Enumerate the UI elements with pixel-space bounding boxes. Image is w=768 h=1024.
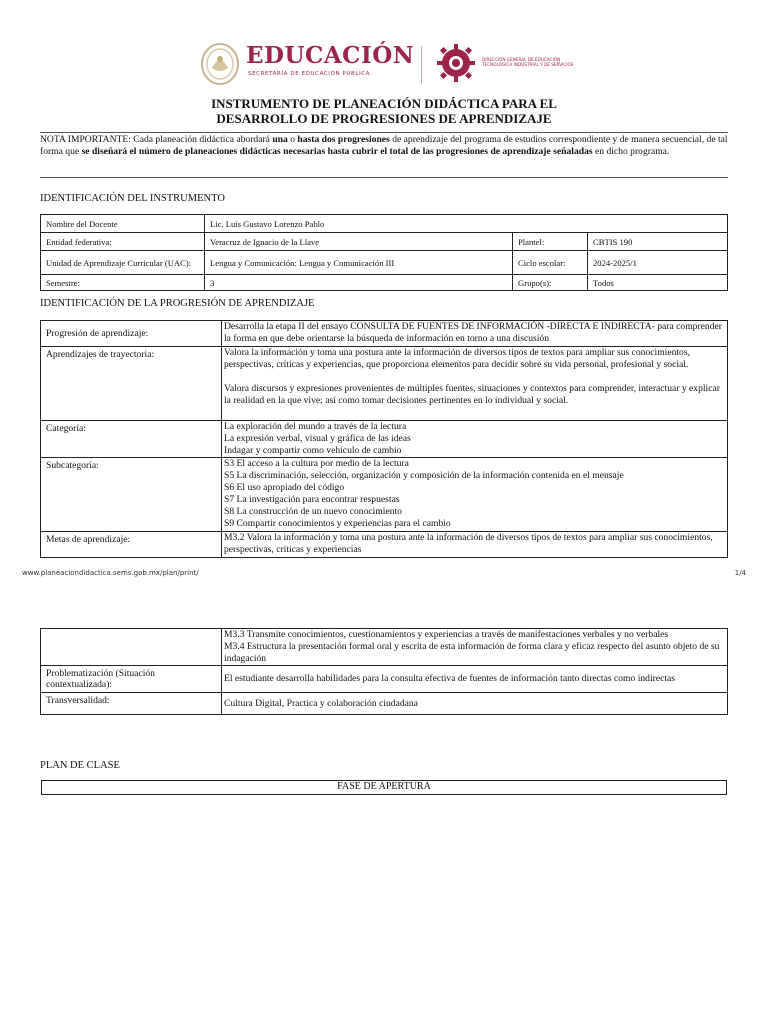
problematizacion-value: El estudiante desarrolla habilidades para la consulta efectiva de fuentes de información tanto directas como indirectas [222,666,728,693]
ciclo-value: 2024-2025/1 [588,251,728,275]
divider-note [40,177,728,178]
important-note [40,134,730,157]
dgeti-line-2: TECNOLÓGICA INDUSTRIAL Y DE SERVICIOS [482,62,574,68]
trayectoria-label: Aprendizajes de trayectoria: [41,347,222,421]
table-row [41,421,728,458]
note-part-1: NOTA IMPORTANTE: [40,134,131,145]
trayectoria-paragraph-2: Valora discursos y expresiones provenientes de múltiples fuentes, situaciones y contextos para comprender, interactuar y explicar la realidad en la que vive; así como tomar decisiones pertinentes en lo individual y social. [224,383,720,406]
progression-table [40,320,728,558]
metas-item-4: M3.4 Estructura la presentación formal oral y escrita de esta información de forma clara y eficaz respecto del asunto objeto de su indagación [224,641,720,664]
dgeti-text [482,57,582,67]
section-title-identificacion: IDENTIFICACIÓN DEL INSTRUMENTO [40,193,225,204]
educacion-wordmark: EDUCACIÓN [246,42,415,69]
plan-de-clase-label: PLAN DE CLASE [40,760,120,771]
semestre-value: 3 [205,275,513,291]
metas-value: M3.2 Valora la información y toma una postura ante la información de diversos tipos de textos para ampliar sus conocimientos, perspectivas, críticas y experiencias [222,532,728,558]
problematizacion-label: Problematización (Situación contextualizada): [41,666,222,693]
logo-divider [421,46,422,84]
table-row [41,275,728,291]
mexico-seal-icon [200,42,240,86]
grupo-label: Grupo(s): [513,275,588,291]
table-row [41,532,728,558]
trayectoria-paragraph-1: Valora la información y toma una postura ante la información de diversos tipos de textos para ampliar sus conocimientos, perspectivas, críticas y experiencias, que proporciona elementos para decidir sobre su vida personal, profesional y social. [224,347,690,370]
title-line-1: INSTRUMENTO DE PLANEACIÓN DIDÁCTICA PARA EL [211,96,557,111]
document-title [0,96,768,126]
list-item: Indagar y compartir como vehículo de cambio [224,445,402,456]
note-part-2: Cada planeación didáctica abordará [130,134,273,145]
semestre-label: Semestre: [41,275,205,291]
list-item: S8 La construcción de un nuevo conocimiento [224,506,402,517]
list-item: S9 Compartir conocimientos y experiencias para el cambio [224,518,451,529]
metas-item-3: M3.3 Transmite conocimientos, cuestionamientos y experiencias a través de manifestaciones verbales y no verbales [224,629,669,640]
table-row [41,666,728,693]
metas-continued-label [41,629,222,666]
note-part-5: en dicho programa. [592,145,670,157]
fase-apertura-header: FASE DE APERTURA [41,780,727,795]
progresion-value: Desarrolla la etapa II del ensayo CONSULTA DE FUENTES DE INFORMACIÓN -DIRECTA E INDIRECTA- para comprender la forma en que debe orientarse la búsqueda de información en torno a una discusión [222,321,728,347]
note-bold-3: se diseñará el número de planeaciones didácticas necesarias hasta cubrir el total de las progresiones de aprendizaje señaladas [81,145,593,157]
metas-label: Metas de aprendizaje: [41,532,222,558]
sep-subtitle: SECRETARÍA DE EDUCACIÓN PÚBLICA [248,71,371,77]
title-line-2: DESARROLLO DE PROGRESIONES DE APRENDIZAJE [216,111,552,126]
table-row [41,233,728,251]
paragraph-spacer [224,371,725,383]
table-row [41,321,728,347]
uac-value: Lengua y Comunicación: Lengua y Comunicación III [205,251,513,275]
plantel-label: Plantel: [513,233,588,251]
identification-table [40,214,728,291]
table-row [41,251,728,275]
section-title-progresion: IDENTIFICACIÓN DE LA PROGRESIÓN DE APRENDIZAJE [40,298,315,309]
list-item: S6 El uso apropiado del código [224,482,345,493]
grupo-value: Todos [588,275,728,291]
footer-url: www.planeaciondidactica.sems.gob.mx/plan/print/ [22,569,199,577]
list-item: S3 El acceso a la cultura por medio de la lectura [224,458,409,469]
note-part-3: o [287,134,298,145]
list-item: S7 La investigación para encontrar respuestas [224,494,400,505]
table-row [41,458,728,532]
list-item: La exploración del mundo a través de la lectura [224,421,407,432]
note-part-4: de aprendizaje del programa de estudios correspondiente y de manera secuencial, de tal forma que [40,134,728,157]
transversalidad-label: Transversalidad: [41,693,222,715]
divider-top [40,132,728,133]
categoria-value [222,421,728,458]
transversalidad-value: Cultura Digital, Practica y colaboración ciudadana [222,693,728,715]
dgeti-gear-icon [436,43,476,83]
continuation-table [40,628,728,715]
docente-label: Nombre del Docente [41,215,205,233]
categoria-label: Categoría: [41,421,222,458]
list-item: La expresión verbal, visual y gráfica de las ideas [224,433,411,444]
uac-label: Unidad de Aprendizaje Curricular (UAC): [41,251,205,275]
ciclo-label: Ciclo escolar: [513,251,588,275]
trayectoria-value [222,347,728,421]
note-bold-1: una [272,134,288,145]
header-logos [196,40,576,88]
docente-value: Lic. Luis Gustavo Lorenzo Pablo [205,215,728,233]
table-row [41,347,728,421]
note-bold-2: hasta dos progresiones [297,134,390,145]
table-row [41,215,728,233]
plantel-value: CBTIS 190 [588,233,728,251]
dgeti-line-1: DIRECCIÓN GENERAL DE EDUCACIÓN [482,57,561,62]
metas-continued-value [222,629,728,666]
subcategoria-label: Subcategoría: [41,458,222,532]
progresion-label: Progresión de aprendizaje: [41,321,222,347]
table-row [41,693,728,715]
list-item: S5 La discriminación, selección, organización y composición de la información contenida en el mensaje [224,470,624,481]
footer-page-number: 1/4 [734,569,746,577]
table-row [41,629,728,666]
entidad-value: Veracruz de Ignacio de la Llave [205,233,513,251]
entidad-label: Entidad federativa: [41,233,205,251]
subcategoria-value [222,458,728,532]
